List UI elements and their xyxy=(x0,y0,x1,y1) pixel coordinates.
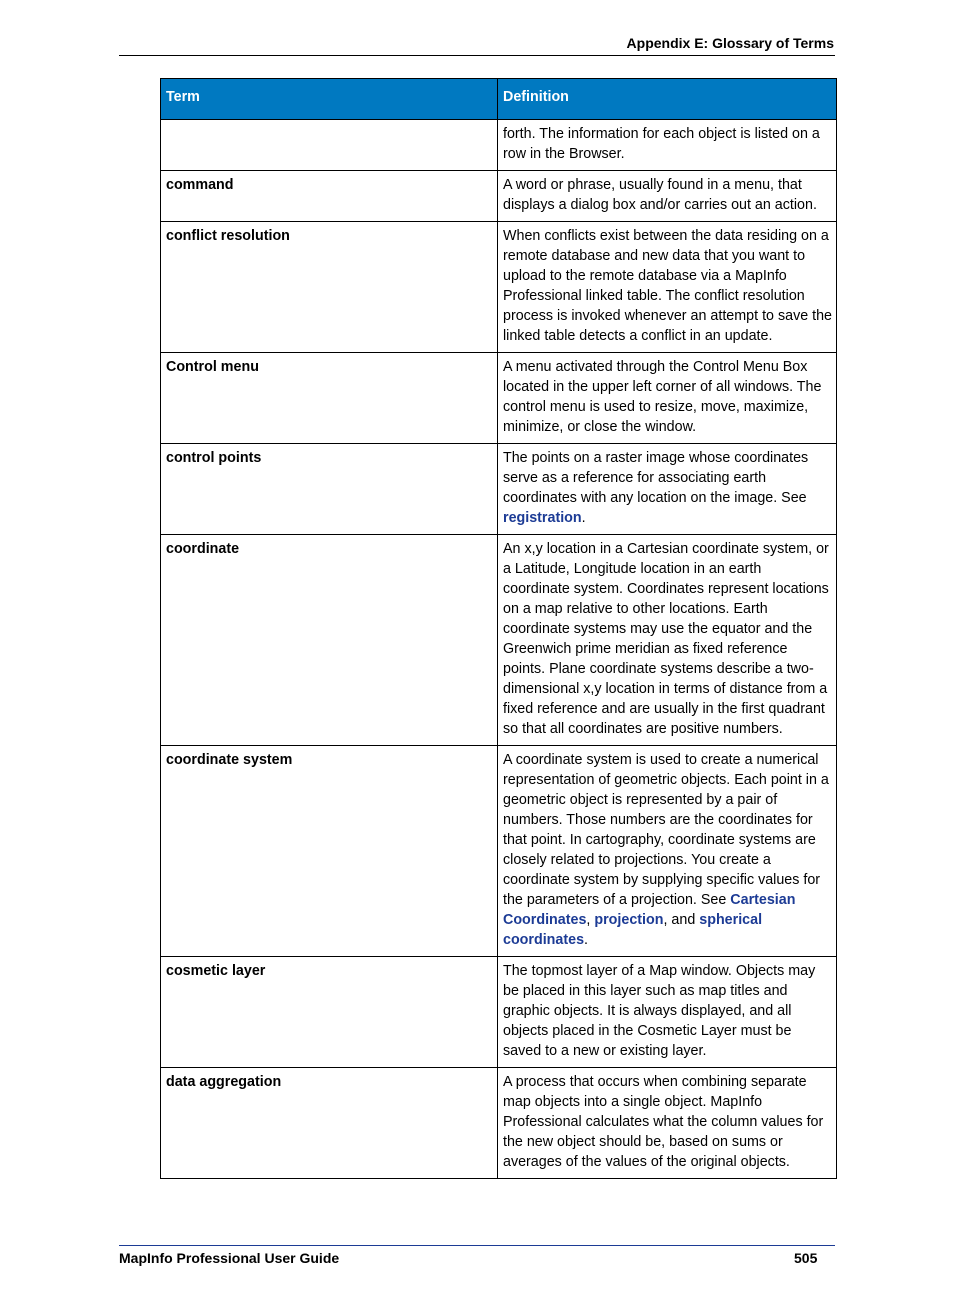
column-header-definition: Definition xyxy=(498,79,837,120)
page-number: 505 xyxy=(794,1250,818,1266)
definition-punct: . xyxy=(584,932,589,948)
table-row xyxy=(161,957,837,1068)
definition-punct: , xyxy=(586,912,595,928)
term-cell: command xyxy=(161,171,498,222)
table-row xyxy=(161,353,837,444)
definition-cell: A process that occurs when combining separate map objects into a single object. MapInfo Professional calculates what the column values for the new object should be, based on sums or averages of the values of the original objects. xyxy=(498,1068,837,1179)
definition-cell: A menu activated through the Control Menu Box located in the upper left corner of all windows. The control menu is used to resize, move, maximize, minimize, or close the window. xyxy=(498,353,837,444)
table-row xyxy=(161,120,837,171)
definition-text: A coordinate system is used to create a numerical representation of geometric objects. Each point in a geometric object is represented by a pair of numbers. Those numbers are the coordinates for that point. In cartography, coordinate systems are closely related to projections. You create a coordinate system by supplying specific values for the parameters of a projection. See xyxy=(503,752,829,908)
definition-punct: , and xyxy=(663,912,700,928)
term-cell: Control menu xyxy=(161,353,498,444)
table-row xyxy=(161,171,837,222)
running-header-title: Appendix E: Glossary of Terms xyxy=(626,35,834,51)
definition-punct: . xyxy=(581,510,586,526)
definition-cell: A word or phrase, usually found in a menu, that displays a dialog box and/or carries out an action. xyxy=(498,171,837,222)
table-row xyxy=(161,535,837,746)
xref-link-spherical-coordinates[interactable]: spherical coordinates xyxy=(503,912,763,948)
glossary-table xyxy=(160,78,837,1179)
definition-cell: The topmost layer of a Map window. Objects may be placed in this layer such as map titles and graphic objects. It is always displayed, and all objects placed in the Cosmetic Layer must be saved to a new or existing layer. xyxy=(498,957,837,1068)
footer-rule xyxy=(119,1245,835,1246)
footer-book-title: MapInfo Professional User Guide xyxy=(119,1250,340,1266)
term-cell: conflict resolution xyxy=(161,222,498,353)
table-row xyxy=(161,1068,837,1179)
header-rule xyxy=(119,55,835,56)
term-cell: coordinate xyxy=(161,535,498,746)
table-header-row xyxy=(161,79,837,120)
term-cell: control points xyxy=(161,444,498,535)
definition-text: The points on a raster image whose coordinates serve as a reference for associating earth coordinates with any location on the image. See xyxy=(503,450,809,506)
term-cell: coordinate system xyxy=(161,746,498,957)
xref-link-cartesian-coordinates[interactable]: Cartesian Coordinates xyxy=(503,892,796,928)
table-row xyxy=(161,444,837,535)
definition-cell xyxy=(498,746,837,957)
table-row xyxy=(161,222,837,353)
definition-cell: An x,y location in a Cartesian coordinate system, or a Latitude, Longitude location in an earth coordinate system. Coordinates represent locations on a map relative to other locations. Earth coordinate systems may use the equator and the Greenwich prime meridian as fixed reference points. Plane coordinate systems describe a two-dimensional x,y location in terms of distance from a fixed reference and are usually in the first quadrant so that all coordinates are positive numbers. xyxy=(498,535,837,746)
definition-cell: When conflicts exist between the data residing on a remote database and new data that you want to upload to the remote database via a MapInfo Professional linked table. The conflict resolution process is invoked whenever an attempt to save the linked table detects a conflict in an update. xyxy=(498,222,837,353)
xref-link-registration[interactable]: registration xyxy=(503,510,582,526)
definition-cell: forth. The information for each object is listed on a row in the Browser. xyxy=(498,120,837,171)
xref-link-projection[interactable]: projection xyxy=(594,912,664,928)
term-cell xyxy=(161,120,498,171)
definition-cell xyxy=(498,444,837,535)
term-cell: cosmetic layer xyxy=(161,957,498,1068)
table-row xyxy=(161,746,837,957)
term-cell: data aggregation xyxy=(161,1068,498,1179)
column-header-term: Term xyxy=(161,79,498,120)
